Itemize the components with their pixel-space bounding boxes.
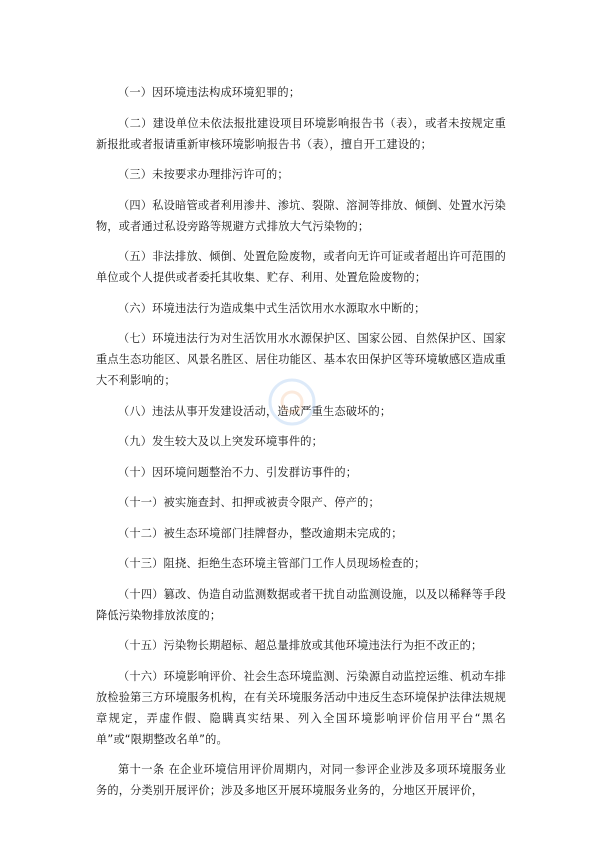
list-item: （十三）阻挠、拒绝生态环境主管部门工作人员现场检查的； — [118, 557, 426, 570]
list-item: （五）非法排放、倾倒、处置危险废物，或者向无许可证或者超出许可范围的单位或个人提供或者委托其收集、贮存、利用、处置危险废物的； — [96, 250, 506, 284]
list-item: （十一）被实施查封、扣押或被责令限产、停产的； — [118, 496, 380, 509]
list-item: （三）未按要求办理排污许可的； — [118, 168, 289, 181]
article-paragraph: 第十一条 在企业环境信用评价周期内，对同一参评企业涉及多项环境服务业务的，分类别开展评价；涉及多地区开展环境服务业务的，分地区开展评价， — [96, 763, 506, 797]
list-item: （六）环境违法行为造成集中式生活饮用水水源取水中断的； — [118, 301, 426, 315]
list-item: （八）违法从事开发建设活动，造成严重生态破坏的； — [118, 404, 392, 418]
list-item: （七）环境违法行为对生活饮用水水源保护区、国家公园、自然保护区、国家重点生态功能区、风景名胜区、居住功能区、基本农田保护区等环境敏感区造成重大不利影响的； — [96, 332, 506, 387]
list-item: （九）发生较大及以上突发环境事件的； — [118, 435, 323, 448]
list-item: （十四）篡改、伪造自动监测数据或者干扰自动监测设施，以及以稀释等手段降低污染物排放浓度的； — [96, 587, 506, 622]
list-item: （十）因环境问题整治不力、引发群访事件的； — [118, 465, 358, 479]
list-item: （十二）被生态环境部门挂牌督办，整改逾期未完成的； — [118, 526, 403, 540]
list-item: （二）建设单位未依法报批建设项目环境影响报告书（表），或者未按规定重新报批或者报请重新审核环境影响报告书（表），擅自开工建设的； — [96, 116, 506, 151]
list-item: （十五）污染物长期超标、超总量排放或其他环境违法行为拒不改正的； — [118, 639, 483, 652]
list-item: （一）因环境违法构成环境犯罪的； — [118, 86, 301, 99]
list-item: （四）私设暗管或者利用渗井、渗坑、裂隙、溶洞等排放、倾倒、处置水污染物，或者通过私设旁路等规避方式排放大气污染物的； — [96, 198, 506, 233]
list-item: （十六）环境影响评价、社会生态环境监测、污染源自动监控运维、机动车排放检验第三方环境服务机构，在有关环境服务活动中违反生态环境保护法律法规规章规定，弄虚作假、隐瞒真实结果、列入全国环境影响评价信用平台“黑名单”或“限期整改名单”的。 — [96, 669, 506, 746]
document-body — [96, 82, 506, 811]
